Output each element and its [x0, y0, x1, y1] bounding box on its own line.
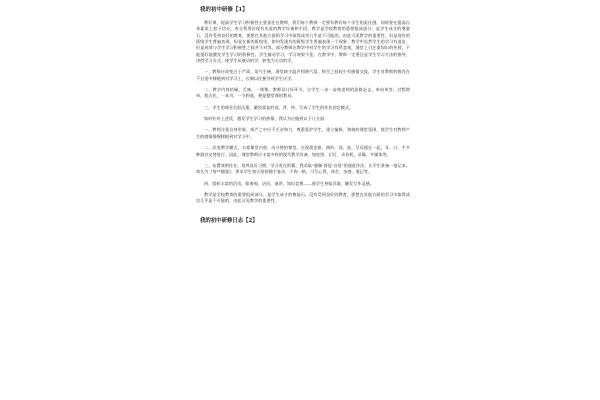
paragraph-point-2: 二、教学内容枯燥，乏味，一课课，教师设计好环节，让学生一步一步按老师的思路走去，单向单答，过程简单，程式化，一本书，一支粉笔，便是整堂课的教具。: [196, 87, 410, 99]
paragraph-method-1: 一、教师注重自身形象，威严之中应不乏亲和力，尊重爱护学生，建立输极、和谐的课堂氛围，使学生对教师产生的感情慢慢移植到对学习中。: [196, 127, 410, 139]
paragraph-point-3: 三、学生的课业负担沉重，繁琐重复的读、背、抄、写成了学生的作业固定模式。: [204, 104, 354, 110]
paragraph-method-3: 三、布置效明作业，培养良好习惯，学习贵在积累，我采取"强制-督促-自觉"的递进作法，让学生准备一笔记本，命名为《每**随笔》，要求学生每天坚持随手笔录，不拘一格，可写心得、体会、杂感、笔记等。: [196, 162, 410, 175]
document-body: [196, 6, 410, 225]
paragraph-conclusion: 教学是学校教育的重要组成部分，是学生成才的奠基石，没有受到良好的教育，要想在其他方面的学习中取得成功几乎是不可能的，由此可见教学的重要性。: [196, 191, 410, 204]
paragraph-intro: 教好课，提高学生学习积极性主要责任在教师，我们每个教师一定要有教好每个学生的责任感，同时要在提高自身素质上狠下功夫。充分利用好现有先进的教学设备和手段，教学是学校教育的重要组成部分，是学生成才的奠基石，没有受到良好的教育，要想在其他方面的学习中取得成功几乎是不可能的，由此可见教学的重要性。但是现有的班级学生普遍表现，但是在新的班级里，如何发现有的班级学生普遍表现一个现象：教学中虽然学生的学习有进步，但是成绩与学生学习积极性之间并不对等。部分教师在教学中对学生的学习有所忽视，课堂上只注重知识的传授，不能很好地激发学生学习的积极性。学生被动学习，学习效果不佳。在教学中，教师一定要注意学生学习方法的指导，讲授学习方式，使学生从被动的学，转变为主动的学。: [196, 20, 410, 64]
paragraph-point-1: 一、教师应改变过于严肃，语气生硬，课堂缺少温声和谐气氛，师生之间较少有感情交流，学生对教师的敬畏在不自觉中移植到对学习上，长期以往便导致学生厌学。: [196, 69, 410, 81]
paragraph-method-2: 二、改变教学模式，丰富课堂内容，动分钟的课堂，应视需安排，商听、读、说、写穿插在一起，耳、口、手多种器官交替进行。因此，课堂教师应丰富多样的现代教学设备，如挂图、幻灯、录音机、录像、多媒体等。: [196, 145, 410, 157]
next-section-title: 我的初中研修日志【2】: [200, 217, 258, 224]
paragraph-method-4: 四、组织丰富的活动，如参观，访问，演讲，知识竞赛——使学生身临其境，触发写作灵感。: [204, 180, 374, 186]
paragraph-transition: 如何针对上述状，激发学生学习的热情，我认为应做到以下几方面：: [204, 116, 329, 122]
document-title: 我的初中研修【1】: [200, 7, 248, 13]
